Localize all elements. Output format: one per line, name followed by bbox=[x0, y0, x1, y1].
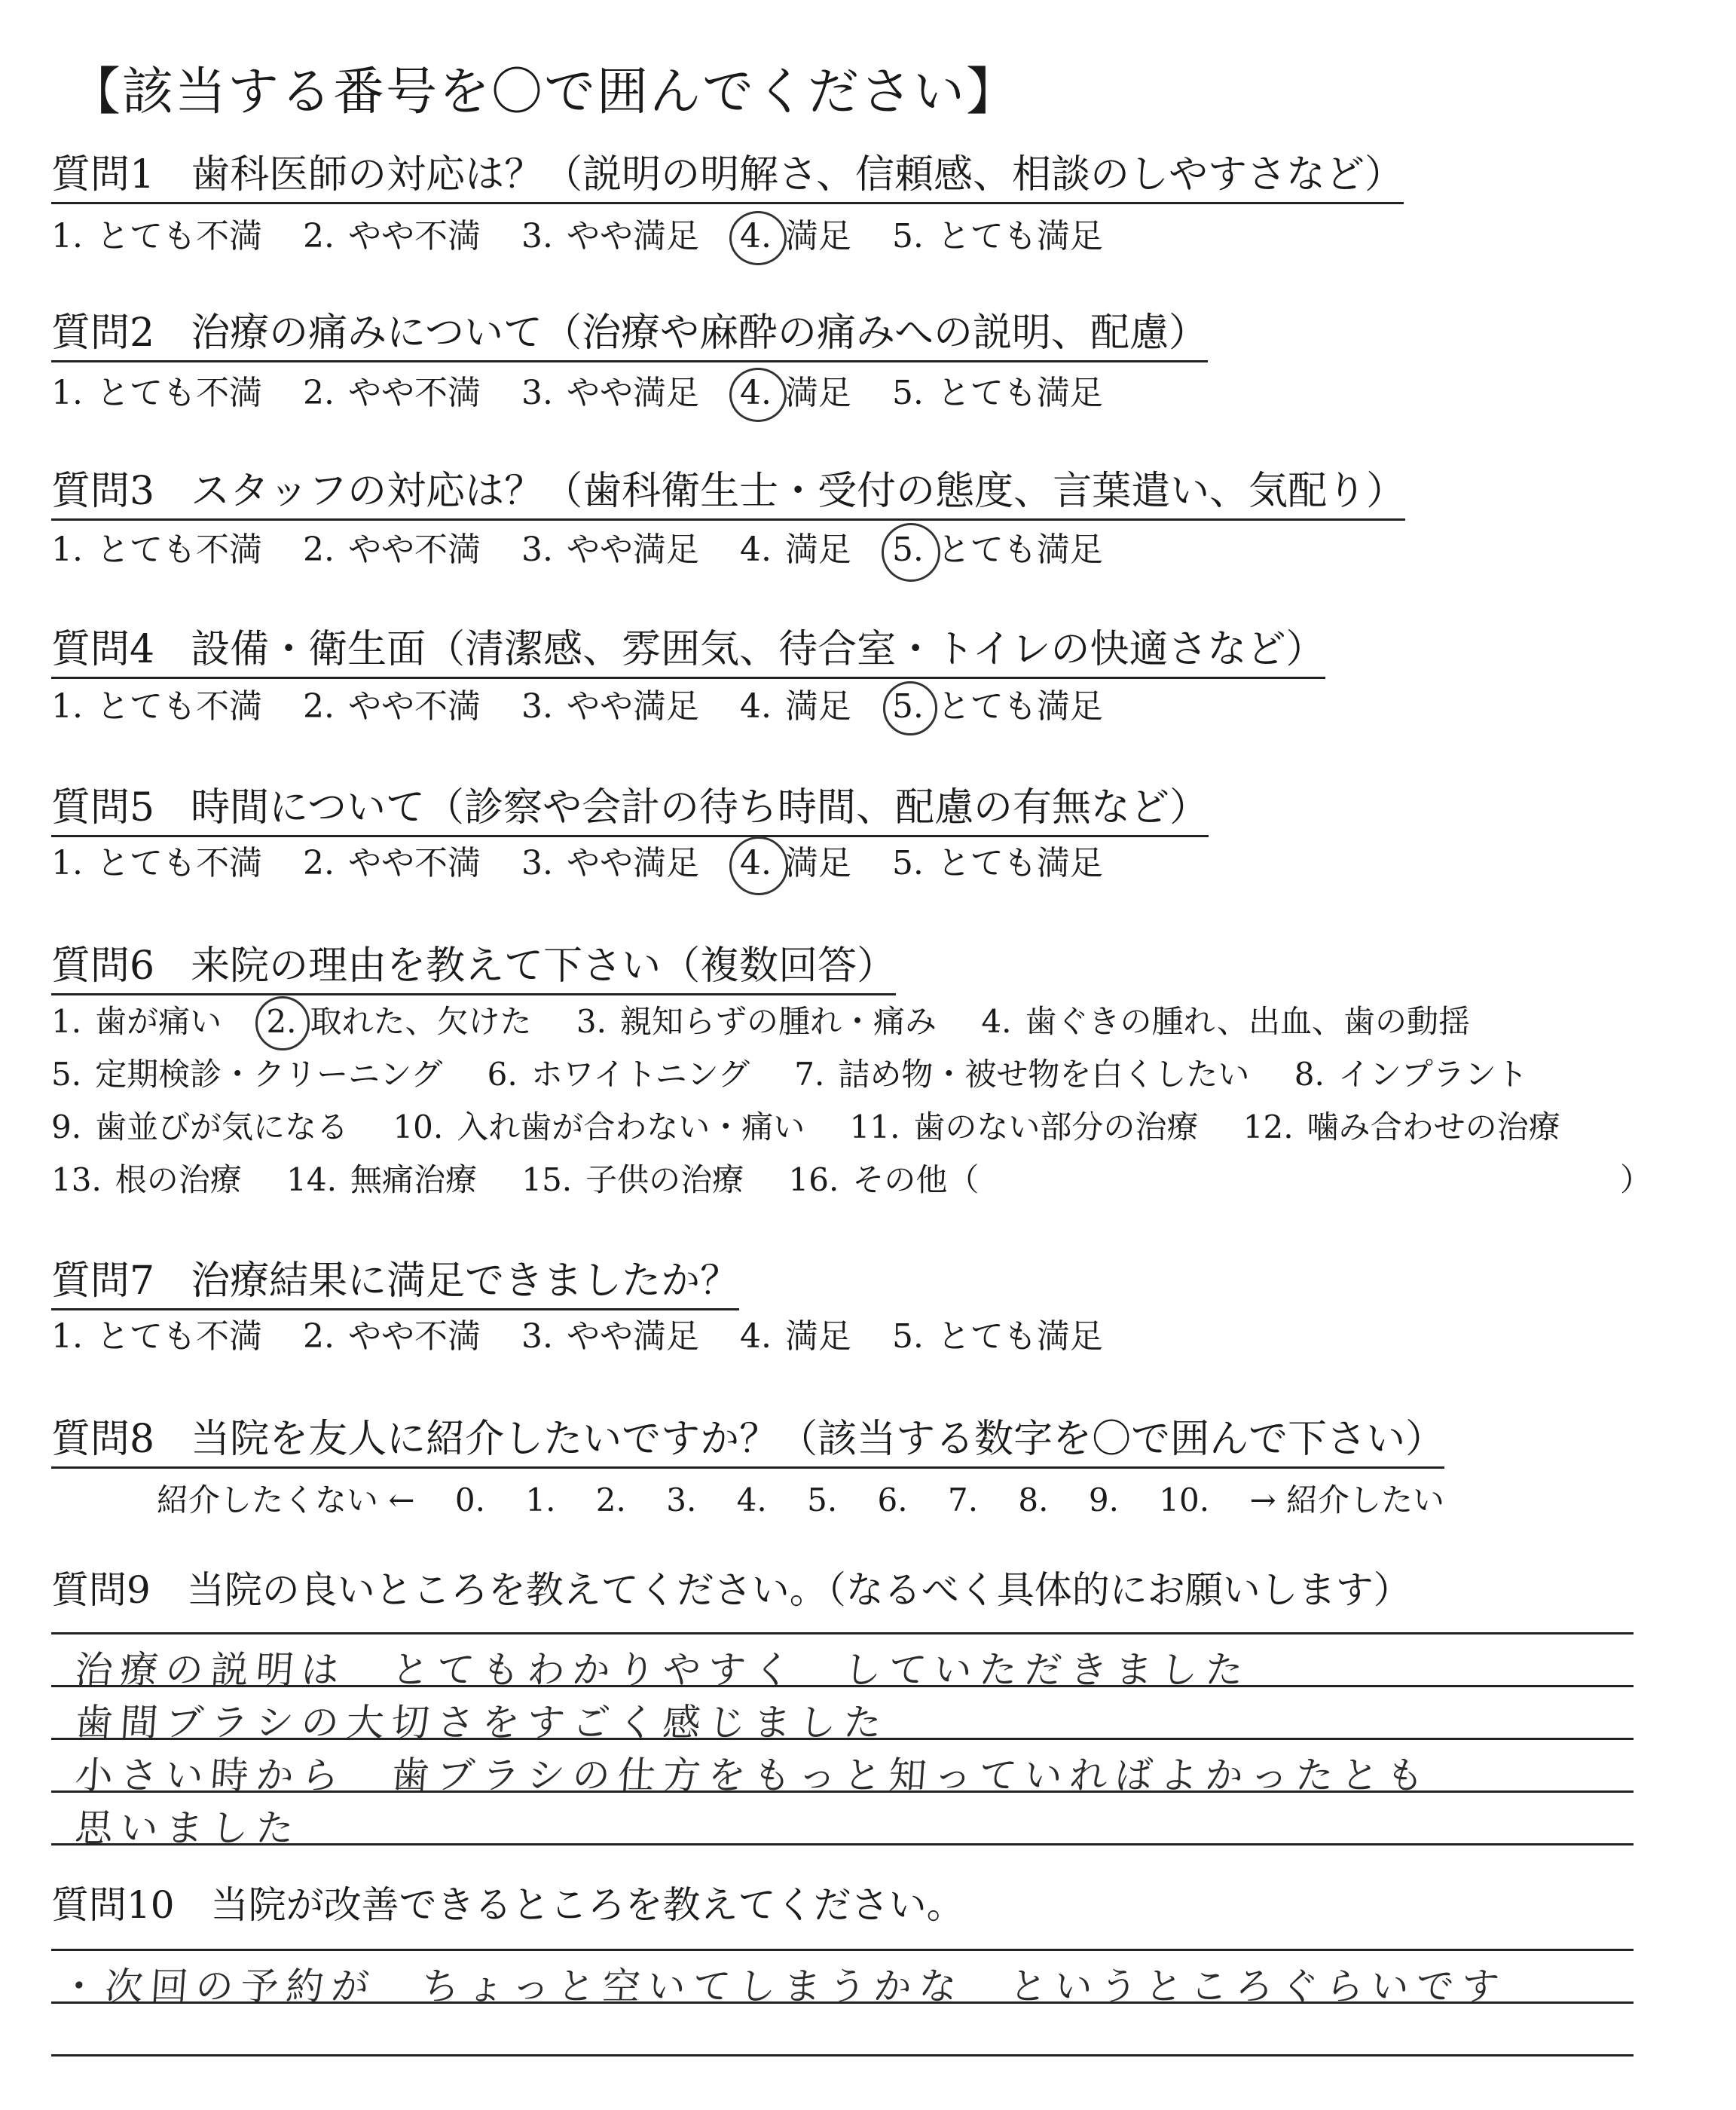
scale-right-label: → 紹介したい bbox=[1249, 1482, 1444, 1518]
q6-option-1[interactable]: 1. 歯が痛い bbox=[51, 1003, 222, 1040]
question-1-number: 質問1 bbox=[51, 152, 155, 197]
q9-answer-line-1: 治療の説明は とてもわかりやすく していただきました bbox=[73, 1648, 1252, 1692]
question-1-text: 歯科医師の対応は？（説明の明解さ、信頼感、相談のしやすさなど） bbox=[191, 152, 1404, 197]
q5-option-5[interactable]: 5. とても満足 bbox=[891, 844, 1103, 882]
q5-option-2[interactable]: 2. やや不満 bbox=[302, 844, 481, 882]
question-2-options bbox=[51, 372, 1133, 414]
question-5-text: 時間について（診察や会計の待ち時間、配慮の有無など） bbox=[191, 785, 1209, 830]
question-5-number: 質問5 bbox=[51, 785, 155, 830]
q1-option-3[interactable]: 3. やや満足 bbox=[521, 217, 699, 255]
q6-option-16[interactable]: 16. その他（ bbox=[788, 1161, 980, 1198]
question-7-number: 質問7 bbox=[51, 1258, 155, 1304]
question-6-number: 質問6 bbox=[51, 943, 155, 989]
question-9-number: 質問9 bbox=[51, 1568, 151, 1612]
q5-option-4[interactable]: 4. 満足 bbox=[740, 842, 851, 885]
selection-circle bbox=[729, 836, 788, 895]
q1-option-1[interactable]: 1. とても不満 bbox=[51, 217, 262, 255]
q2-option-5[interactable]: 5. とても満足 bbox=[891, 374, 1103, 412]
q6-option-8[interactable]: 8. インプラント bbox=[1294, 1056, 1528, 1093]
q7-option-5[interactable]: 5. とても満足 bbox=[891, 1317, 1103, 1356]
question-10-number: 質問10 bbox=[51, 1883, 175, 1927]
q2-option-2[interactable]: 2. やや不満 bbox=[302, 374, 481, 412]
q6-option-6[interactable]: 6. ホワイトニング bbox=[487, 1056, 750, 1093]
question-5-heading bbox=[51, 784, 1209, 837]
q1-option-2[interactable]: 2. やや不満 bbox=[302, 217, 481, 255]
q7-option-4[interactable]: 4. 満足 bbox=[739, 1317, 851, 1356]
question-1-heading bbox=[51, 151, 1404, 204]
question-6-heading bbox=[51, 942, 896, 995]
q6-option-9[interactable]: 9. 歯並びが気になる bbox=[51, 1109, 349, 1145]
q6-option-13[interactable]: 13. 根の治療 bbox=[51, 1161, 242, 1198]
q10-answer-line-1: ・次回の予約が ちょっと空いてしまうかな というところぐらいです bbox=[58, 1965, 1508, 2008]
scale-option-5[interactable]: 5. bbox=[807, 1482, 838, 1518]
q7-option-3[interactable]: 3. やや満足 bbox=[521, 1317, 699, 1356]
question-3-number: 質問3 bbox=[51, 469, 155, 514]
q1-option-4[interactable]: 4. 満足 bbox=[740, 216, 851, 258]
answer-line bbox=[51, 2054, 1634, 2056]
question-10-heading bbox=[51, 1884, 964, 1926]
q6-option-2[interactable]: 2. 取れた、欠けた bbox=[266, 1001, 531, 1043]
question-3-options bbox=[51, 529, 1133, 571]
q7-option-2[interactable]: 2. やや不満 bbox=[302, 1317, 481, 1356]
question-2-heading bbox=[51, 309, 1208, 362]
scale-left-label: 紹介したくない ← bbox=[157, 1482, 415, 1518]
question-6-text: 来院の理由を教えて下さい（複数回答） bbox=[191, 943, 897, 989]
question-8-text: 当院を友人に紹介したいですか？（該当する数字を〇で囲んで下さい） bbox=[191, 1417, 1445, 1462]
q6-option-4[interactable]: 4. 歯ぐきの腫れ、出血、歯の動揺 bbox=[981, 1003, 1470, 1040]
question-8-heading bbox=[51, 1415, 1444, 1469]
question-9-text: 当院の良いところを教えてください。（なるべく具体的にお願いします） bbox=[186, 1568, 1411, 1612]
selection-circle bbox=[255, 996, 310, 1050]
selection-circle bbox=[729, 211, 787, 265]
scale-option-2[interactable]: 2. bbox=[595, 1482, 626, 1518]
selection-circle bbox=[729, 368, 787, 422]
scale-option-10[interactable]: 10. bbox=[1159, 1482, 1210, 1518]
scale-option-3[interactable]: 3. bbox=[666, 1482, 697, 1518]
question-4-options bbox=[51, 686, 1133, 728]
question-5-options bbox=[51, 842, 1133, 885]
q6-option-7[interactable]: 7. 詰め物・被せ物を白くしたい bbox=[794, 1056, 1250, 1093]
q2-option-3[interactable]: 3. やや満足 bbox=[521, 374, 699, 412]
scale-option-6[interactable]: 6. bbox=[877, 1482, 908, 1518]
scale-option-4[interactable]: 4. bbox=[736, 1482, 767, 1518]
q4-option-4[interactable]: 4. 満足 bbox=[739, 687, 851, 726]
answer-line bbox=[51, 1632, 1634, 1634]
q4-option-5[interactable]: 5. とても満足 bbox=[892, 686, 1103, 728]
question-2-number: 質問2 bbox=[51, 310, 155, 356]
q3-option-5[interactable]: 5. とても満足 bbox=[892, 529, 1103, 571]
q2-option-1[interactable]: 1. とても不満 bbox=[51, 374, 262, 412]
q7-option-1[interactable]: 1. とても不満 bbox=[51, 1317, 262, 1356]
q3-option-4[interactable]: 4. 満足 bbox=[739, 531, 851, 569]
question-6-row-4 bbox=[51, 1159, 1013, 1201]
q4-option-2[interactable]: 2. やや不満 bbox=[302, 687, 481, 726]
selection-circle bbox=[883, 681, 937, 735]
q4-option-3[interactable]: 3. やや満足 bbox=[521, 687, 699, 726]
question-4-text: 設備・衛生面（清潔感、雰囲気、待合室・トイレの快適さなど） bbox=[191, 627, 1325, 672]
question-8-number: 質問8 bbox=[51, 1417, 155, 1462]
selection-circle bbox=[882, 523, 940, 582]
q6-option-15[interactable]: 15. 子供の治療 bbox=[521, 1161, 744, 1198]
page-title: 【該当する番号を〇で囲んでください】 bbox=[69, 63, 1019, 122]
question-8-scale bbox=[157, 1475, 1475, 1521]
question-3-heading bbox=[51, 467, 1405, 521]
q6-option-12[interactable]: 12. 噛み合わせの治療 bbox=[1242, 1109, 1560, 1145]
q2-option-4[interactable]: 4. 満足 bbox=[740, 372, 851, 414]
q3-option-1[interactable]: 1. とても不満 bbox=[51, 531, 262, 569]
q3-option-3[interactable]: 3. やや満足 bbox=[521, 531, 699, 569]
scale-option-7[interactable]: 7. bbox=[947, 1482, 979, 1518]
scale-option-1[interactable]: 1. bbox=[525, 1482, 556, 1518]
question-10-text: 当院が改善できるところを教えてください。 bbox=[210, 1883, 964, 1927]
q6-option-3[interactable]: 3. 親知らずの腫れ・痛み bbox=[576, 1003, 937, 1040]
question-7-text: 治療結果に満足できましたか？ bbox=[191, 1258, 740, 1304]
question-4-number: 質問4 bbox=[51, 627, 155, 672]
q4-option-1[interactable]: 1. とても不満 bbox=[51, 687, 262, 726]
question-7-heading bbox=[51, 1257, 739, 1310]
scale-option-0[interactable]: 0. bbox=[454, 1482, 485, 1518]
q6-option-5[interactable]: 5. 定期検診・クリーニング bbox=[51, 1056, 443, 1093]
q3-option-2[interactable]: 2. やや不満 bbox=[302, 531, 481, 569]
q5-option-3[interactable]: 3. やや満足 bbox=[521, 844, 699, 882]
question-1-options bbox=[51, 216, 1133, 258]
q1-option-5[interactable]: 5. とても満足 bbox=[891, 217, 1103, 255]
question-9-heading bbox=[51, 1569, 1411, 1611]
q6-option-10[interactable]: 10. 入れ歯が合わない・痛い bbox=[393, 1109, 805, 1145]
q9-answer-line-2: 歯間ブラシの大切さをすごく感じました bbox=[73, 1701, 891, 1745]
question-7-options bbox=[51, 1316, 1133, 1358]
question-2-text: 治療の痛みについて（治療や麻酔の痛みへの説明、配慮） bbox=[191, 310, 1209, 356]
q9-answer-line-4: 思いました bbox=[73, 1806, 303, 1850]
q6-option-14[interactable]: 14. 無痛治療 bbox=[286, 1161, 477, 1198]
question-3-text: スタッフの対応は？（歯科衛生士・受付の態度、言葉遣い、気配り） bbox=[191, 469, 1406, 514]
q6-option-11[interactable]: 11. 歯のない部分の治療 bbox=[849, 1109, 1199, 1145]
question-4-heading bbox=[51, 625, 1325, 679]
other-close-paren: ） bbox=[1620, 1161, 1652, 1198]
scale-option-9[interactable]: 9. bbox=[1088, 1482, 1119, 1518]
question-6-row-3 bbox=[51, 1106, 1595, 1148]
q9-answer-line-3: 小さい時から 歯ブラシの仕方をもっと知っていればよかったとも bbox=[73, 1754, 1433, 1797]
answer-line bbox=[51, 1949, 1634, 1951]
scale-option-8[interactable]: 8. bbox=[1018, 1482, 1049, 1518]
question-6-row-2 bbox=[51, 1053, 1563, 1096]
q5-option-1[interactable]: 1. とても不満 bbox=[51, 844, 262, 882]
question-6-row-1 bbox=[51, 1001, 1505, 1043]
